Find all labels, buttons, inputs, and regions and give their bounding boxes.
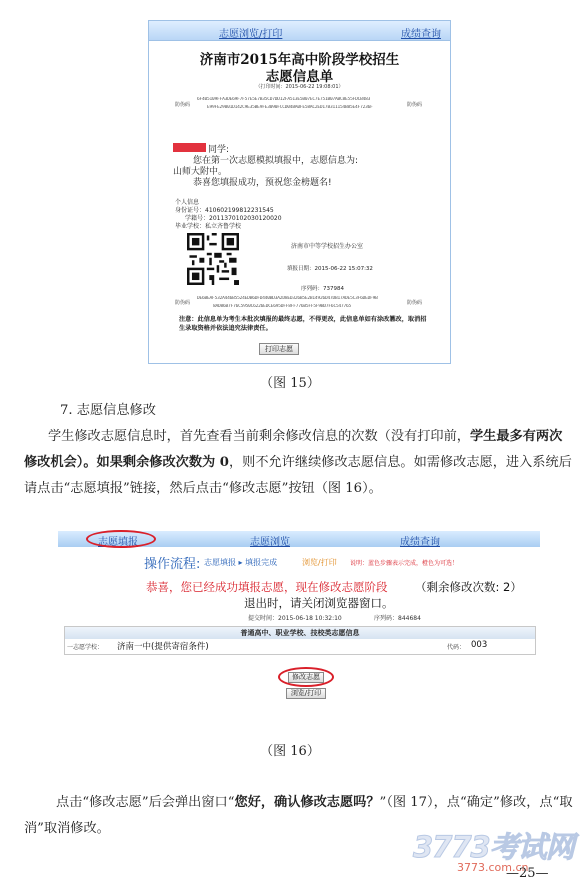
- fig16-serial-label: 序列码：: [374, 615, 399, 622]
- para1-text-bold: 学生最多有两次修改机会）。如果剩余修改次数为 0: [24, 429, 563, 470]
- anti-fake-code-line2: E99FE29001D142C9E35BE9FE3090FCCD04BA0FE58AC2ED17B311154B85E4F7236F: [207, 105, 373, 110]
- figure-16-screenshot: [58, 531, 540, 699]
- submit-value: 2015-06-18 10:32:10: [278, 615, 342, 622]
- submit-date-row: [287, 264, 373, 272]
- highlight-ring-nav: [86, 530, 156, 548]
- anti-fake-label-right: 防伪码: [407, 102, 423, 108]
- section-title: 7. 志愿信息修改: [60, 403, 156, 418]
- caption-figure-16: （图 16）: [260, 744, 320, 759]
- form-title: 济南市2015年高中阶段学校招生: [199, 52, 400, 68]
- flow-label: 操作流程:: [144, 557, 201, 572]
- submit-time-row: [248, 613, 342, 622]
- para1-text-c: ，则不允许继续修改志愿信息。如需修改志愿，进入系统后请点击“志愿填报”链接，然后点击“修改志愿”按钮（图 16）。: [24, 455, 572, 496]
- anti-fake-code-2-line1: DE6BEAF532A446B5524EDB6DFD440BD3A2D8ED326B5E2B14926D47DB17ADE5C3F6DEDF9B: [197, 296, 378, 301]
- caption-figure-15: （图 15）: [260, 376, 320, 391]
- school-label: 毕业学校：: [175, 223, 206, 230]
- serial-row: [301, 284, 344, 292]
- student-label: 学籍号：: [185, 215, 210, 222]
- fig16-serial-row: [374, 613, 421, 622]
- volunteer-info-table: [64, 626, 536, 655]
- anti-fake-label-2-left: 防伪码: [175, 300, 191, 306]
- nav-link-fill-volunteer[interactable]: 志愿填报: [98, 537, 138, 548]
- message-line-1: 您在第一次志愿模拟填报中，志愿信息为:: [193, 156, 359, 166]
- fig16-serial-value: 844684: [398, 615, 421, 622]
- qr-code-icon: [187, 233, 239, 285]
- code-label: 代码：: [447, 644, 466, 651]
- anti-fake-code-2-line2: 8AD86B7F76C5950C6226EDCE695DFF8FF776B5FF5F9BD7F6C547765: [213, 304, 352, 309]
- personal-info-heading: 个人信息: [175, 199, 200, 206]
- issuing-office: 济南市中等学校招生办公室: [291, 243, 364, 250]
- watermark-big: 3773考试网: [413, 830, 574, 864]
- serial-label: 序列码：: [301, 286, 324, 292]
- flow-note: 说明：蓝色步骤表示完成，橙色为可选！: [350, 560, 459, 567]
- modify-volunteer-button[interactable]: 修改志愿: [288, 672, 324, 683]
- flow-current-step: 浏览/打印: [302, 558, 337, 567]
- para1-text-a: 学生修改志愿信息时，首先查看当前剩余修改信息的次数（没有打印前，: [48, 429, 470, 444]
- submit-label: 提交时间：: [248, 615, 279, 622]
- paragraph-1: [24, 424, 574, 502]
- congrats-message: 恭喜，您已经成功填报志愿，现在修改志愿阶段: [146, 580, 388, 594]
- flow-steps: 志愿填报 ▸ 填报完成: [204, 558, 278, 567]
- code-value: 003: [471, 640, 488, 650]
- student-value: 2011370102030120020: [209, 215, 282, 222]
- school-row: [175, 221, 241, 230]
- highlight-ring-modify: [278, 667, 334, 687]
- date-label: 填报日期：: [287, 266, 315, 272]
- first-choice-label: 一志愿学校：: [67, 644, 104, 651]
- anti-fake-label-left: 防伪码: [175, 102, 191, 108]
- exit-message: 退出时，请关闭浏览器窗口。: [244, 596, 394, 610]
- figure-15-screenshot: [148, 20, 451, 364]
- top-nav-bar: [149, 21, 450, 41]
- remaining-count: （剩余修改次数: 2）: [415, 580, 522, 594]
- para2-text-bold: 您好，确认修改志愿吗？: [234, 795, 380, 810]
- anti-fake-label-2-right: 防伪码: [407, 300, 423, 306]
- message-line-2: 山师大附中。: [173, 167, 228, 177]
- nav-link-score-query[interactable]: 成绩查询: [401, 29, 441, 40]
- date-value: 2015-06-22 15:07:32: [314, 266, 373, 272]
- nav-link-score-query[interactable]: 成绩查询: [400, 537, 440, 548]
- greeting: 同学:: [208, 145, 230, 155]
- notice-text: 注意：此信息单为考生本批次填报的最终志愿，不得更改，此信息单如有涂改篡改，取消招生录取资格并依法追究法律责任。: [179, 316, 427, 332]
- message-line-3: 恭喜您填报成功，预祝您金榜题名!: [193, 178, 332, 188]
- para2-text-c: ”（图 17），点“确定”修改，点“取消”取消修改。: [24, 795, 573, 836]
- print-volunteer-button[interactable]: 打印志愿: [259, 343, 299, 355]
- id-label: 身份证号：: [175, 207, 206, 214]
- redacted-name: [173, 143, 206, 152]
- nav-link-browse-print[interactable]: 志愿浏览/打印: [219, 29, 283, 40]
- watermark-small: 3773.com.cn: [457, 861, 529, 874]
- form-subtitle: 志愿信息单: [265, 69, 334, 85]
- id-value: 410602199812231545: [205, 207, 274, 214]
- browse-print-button[interactable]: 浏览/打印: [286, 688, 326, 699]
- page-number: —25—: [506, 866, 549, 881]
- nav-link-browse[interactable]: 志愿浏览: [250, 537, 290, 548]
- table-header: 普通高中、职业学校、技校类志愿信息: [65, 627, 535, 639]
- first-choice-value: 济南一中(提供寄宿条件): [117, 642, 209, 652]
- para2-text-a: 点击“修改志愿”后会弹出窗口“: [56, 795, 235, 810]
- serial-value: 737984: [323, 286, 345, 292]
- school-value: 私立齐鲁学校: [205, 223, 242, 230]
- anti-fake-code-line1: 6F405109FFA3DE69F7F57E5E7B35CD7DD12FA513E5B07EC7E751B07ABC8E55FDCB483: [197, 97, 371, 102]
- print-time: （打印时间：2015-06-22 19:08:01）: [255, 84, 344, 90]
